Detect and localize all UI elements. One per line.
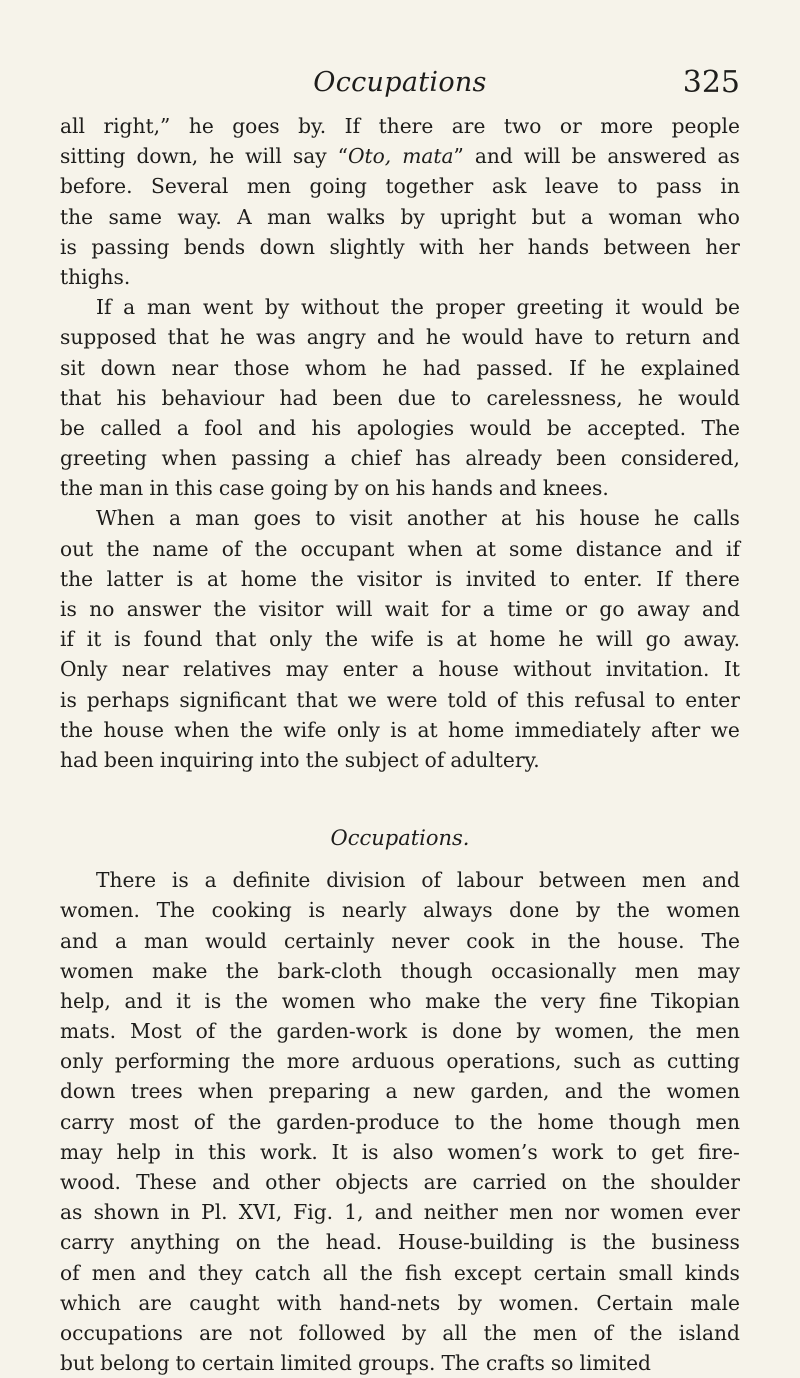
text-line: There is a definite division of labour between men and	[96, 868, 740, 893]
section-heading: Occupations.	[330, 826, 470, 851]
text-line: carry anything on the head. House-building is the business	[60, 1230, 740, 1255]
paragraph	[60, 503, 740, 775]
paragraph	[60, 292, 740, 503]
text-line: mats. Most of the garden-work is done by women, the men	[60, 1019, 740, 1044]
text-line: if it is found that only the wife is at home he will go away.	[60, 627, 740, 652]
text-line: but belong to certain limited groups. The crafts so limited	[60, 1351, 651, 1376]
text-line: greeting when passing a chief has already been considered,	[60, 446, 740, 471]
text-line: be called a fool and his apologies would be accepted. The	[60, 415, 740, 440]
text-line: had been inquiring into the subject of adultery.	[60, 747, 540, 772]
paragraph	[60, 865, 740, 1378]
text-line: is perhaps significant that we were told of this refusal to enter	[60, 687, 740, 712]
text-line: When a man goes to visit another at his house he calls	[96, 506, 740, 531]
text-line: that his behaviour had been due to carelessness, he would	[60, 385, 740, 410]
page-number: 325	[682, 65, 740, 100]
text-line: the latter is at home the visitor is invited to enter. If there	[60, 566, 740, 591]
text-line: sit down near those whom he had passed. If he explained	[60, 355, 740, 380]
paragraph	[60, 111, 740, 292]
text-line: as shown in Pl. XVI, Fig. 1, and neither men nor women ever	[60, 1200, 740, 1225]
text-line: and a man would certainly never cook in the house. The	[60, 928, 740, 953]
text-line: down trees when preparing a new garden, and the women	[60, 1079, 740, 1104]
text-line: thighs.	[60, 264, 131, 289]
text-line: help, and it is the women who make the very fine Tikopian	[60, 988, 740, 1013]
body-text	[60, 111, 740, 1378]
text-line: before. Several men going together ask leave to pass in	[60, 174, 740, 199]
running-head	[60, 63, 740, 103]
text-line: women. The cooking is nearly always done by the women	[60, 898, 740, 923]
running-title: Occupations	[313, 67, 487, 98]
text-line: of men and they catch all the fish except certain small kinds	[60, 1260, 740, 1285]
text-line: wood. These and other objects are carried on the shoulder	[60, 1170, 740, 1194]
text-line: supposed that he was angry and he would have to return and	[60, 325, 740, 350]
text-line: occupations are not followed by all the men of the island	[60, 1320, 740, 1345]
pre-section-text	[60, 111, 740, 775]
text-line: the house when the wife only is at home immediately after we	[60, 717, 740, 742]
text-line: the same way. A man walks by upright but a woman who	[60, 204, 740, 229]
text-line: may help in this work. It is also women’s work to get fire-	[60, 1139, 740, 1164]
text-line: only performing the more arduous operations, such as cutting	[60, 1049, 740, 1074]
section-text	[60, 865, 740, 1378]
text-line: carry most of the garden-produce to the home though men	[60, 1109, 740, 1134]
text-line: sitting down, he will say “Oto, mata” and will be answered as	[60, 144, 740, 169]
text-line: Only near relatives may enter a house without invitation. It	[60, 657, 740, 682]
text-line: out the name of the occupant when at some distance and if	[60, 536, 740, 561]
text-line: which are caught with hand-nets by women. Certain male	[60, 1290, 740, 1315]
text-line: is passing bends down slightly with her hands between her	[60, 234, 740, 259]
text-line: If a man went by without the proper greeting it would be	[96, 295, 740, 320]
text-line: is no answer the visitor will wait for a time or go away and	[60, 597, 740, 621]
text-line: the man in this case going by on his hands and knees.	[60, 476, 609, 501]
text-line: women make the bark-cloth though occasionally men may	[60, 958, 740, 983]
text-line: all right,” he goes by. If there are two or more people	[60, 114, 740, 138]
